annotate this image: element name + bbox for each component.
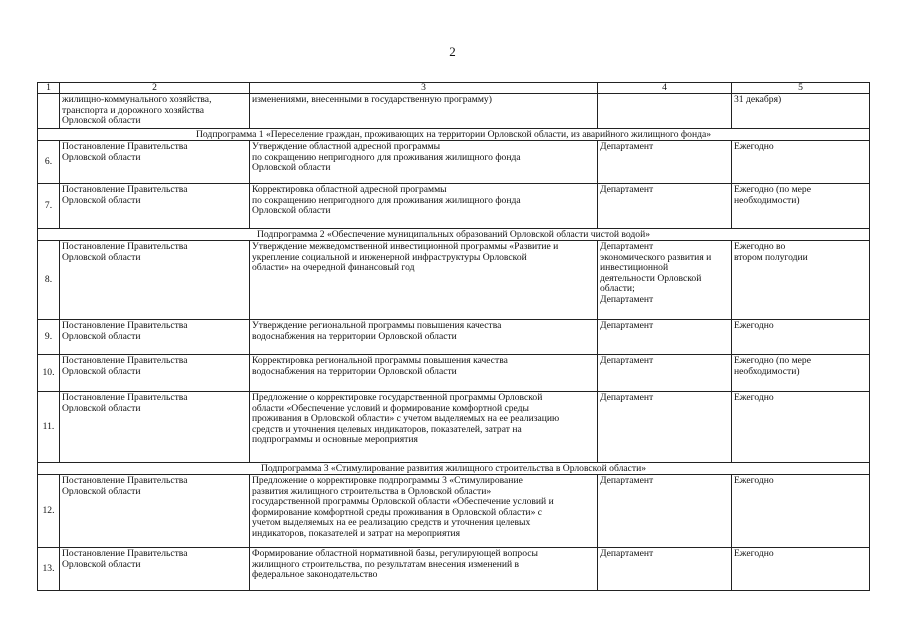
action-cell: Утверждение областной адресной программы по сокращению непригодного для проживания жилищного фонда Орловской области [250, 141, 598, 184]
row-number-cell: 11. [38, 392, 60, 463]
page-number: 2 [449, 44, 456, 59]
table-row [38, 184, 870, 229]
term-cell: Ежегодно (по мере необходимости) [732, 184, 870, 229]
term-cell: Ежегодно [732, 392, 870, 463]
row-number-cell: 9. [38, 320, 60, 355]
table-row [38, 475, 870, 548]
executor-cell: Департамент [598, 392, 732, 463]
table-row [38, 320, 870, 355]
term-cell: Ежегодно во втором полугодии [732, 241, 870, 320]
plan-table [37, 82, 870, 591]
subprogram-title: Подпрограмма 1 «Переселение граждан, проживающих на территории Орловской области, из аварийного жилищного фонда» [38, 129, 870, 141]
document-type-cell: Постановление Правительства Орловской области [60, 548, 250, 591]
table-row [38, 141, 870, 184]
document-type-cell: Постановление Правительства Орловской области [60, 141, 250, 184]
executor-cell: Департамент [598, 141, 732, 184]
executor-cell [598, 94, 732, 129]
term-cell: Ежегодно [732, 141, 870, 184]
action-cell: Формирование областной нормативной базы, регулирующей вопросы жилищного строительства, по результатам внесения изменений в федеральное законодательство [250, 548, 598, 591]
executor-cell: Департамент экономического развития и инвестиционной деятельности Орловской области; Департамент [598, 241, 732, 320]
header-col-3: 3 [250, 83, 598, 94]
document-type-cell: Постановление Правительства Орловской области [60, 392, 250, 463]
term-cell: Ежегодно [732, 475, 870, 548]
term-cell: Ежегодно [732, 548, 870, 591]
executor-cell: Департамент [598, 548, 732, 591]
row-number-cell [38, 94, 60, 129]
document-type-cell: Постановление Правительства Орловской области [60, 355, 250, 392]
executor-cell: Департамент [598, 184, 732, 229]
action-cell: изменениями, внесенными в государственную программу) [250, 94, 598, 129]
row-number-cell: 10. [38, 355, 60, 392]
document-type-cell: Постановление Правительства Орловской области [60, 241, 250, 320]
subprogram-heading-row [38, 129, 870, 141]
term-cell: Ежегодно (по мере необходимости) [732, 355, 870, 392]
action-cell: Предложение о корректировке подпрограммы 3 «Стимулирование развития жилищного строительства в Орловской области» государственной программы Орловской области «Обеспечение условий и формирование комфортной среды проживания в Орловской области» с учетом выделяемых на ее реализацию средств и уточнения целевых индикаторов, показателей и затрат на мероприятия [250, 475, 598, 548]
executor-cell: Департамент [598, 355, 732, 392]
table-row [38, 241, 870, 320]
term-cell: Ежегодно [732, 320, 870, 355]
column-number-header [38, 83, 870, 94]
action-cell: Утверждение региональной программы повышения качества водоснабжения на территории Орловской области [250, 320, 598, 355]
term-cell: 31 декабря) [732, 94, 870, 129]
document-type-cell: Постановление Правительства Орловской области [60, 475, 250, 548]
subprogram-title: Подпрограмма 3 «Стимулирование развития жилищного строительства в Орловской области» [38, 463, 870, 475]
action-cell: Предложение о корректировке государственной программы Орловской области «Обеспечение условий и формирование комфортной среды проживания в Орловской области» с учетом выделяемых на ее реализацию средств и уточнения целевых индикаторов, показателей, затрат на подпрограммы и основные мероприятия [250, 392, 598, 463]
subprogram-heading-row [38, 463, 870, 475]
row-number-cell: 8. [38, 241, 60, 320]
table-row [38, 548, 870, 591]
executor-cell: Департамент [598, 320, 732, 355]
action-cell: Корректировка региональной программы повышения качества водоснабжения на территории Орловской области [250, 355, 598, 392]
row-number-cell: 12. [38, 475, 60, 548]
header-col-5: 5 [732, 83, 870, 94]
table-row [38, 392, 870, 463]
header-col-2: 2 [60, 83, 250, 94]
table-row [38, 94, 870, 129]
document-type-cell: жилищно-коммунального хозяйства, транспорта и дорожного хозяйства Орловской области [60, 94, 250, 129]
document-type-cell: Постановление Правительства Орловской области [60, 320, 250, 355]
subprogram-title: Подпрограмма 2 «Обеспечение муниципальных образований Орловской области чистой водой» [38, 229, 870, 241]
plan-table-body [38, 83, 870, 591]
header-col-4: 4 [598, 83, 732, 94]
action-cell: Корректировка областной адресной программы по сокращению непригодного для проживания жилищного фонда Орловской области [250, 184, 598, 229]
row-number-cell: 7. [38, 184, 60, 229]
table-row [38, 355, 870, 392]
row-number-cell: 6. [38, 141, 60, 184]
executor-cell: Департамент [598, 475, 732, 548]
action-cell: Утверждение межведомственной инвестиционной программы «Развитие и укрепление социальной и инженерной инфраструктуры Орловской области» на очередной финансовый год [250, 241, 598, 320]
subprogram-heading-row [38, 229, 870, 241]
row-number-cell: 13. [38, 548, 60, 591]
header-col-1: 1 [38, 83, 60, 94]
document-type-cell: Постановление Правительства Орловской области [60, 184, 250, 229]
